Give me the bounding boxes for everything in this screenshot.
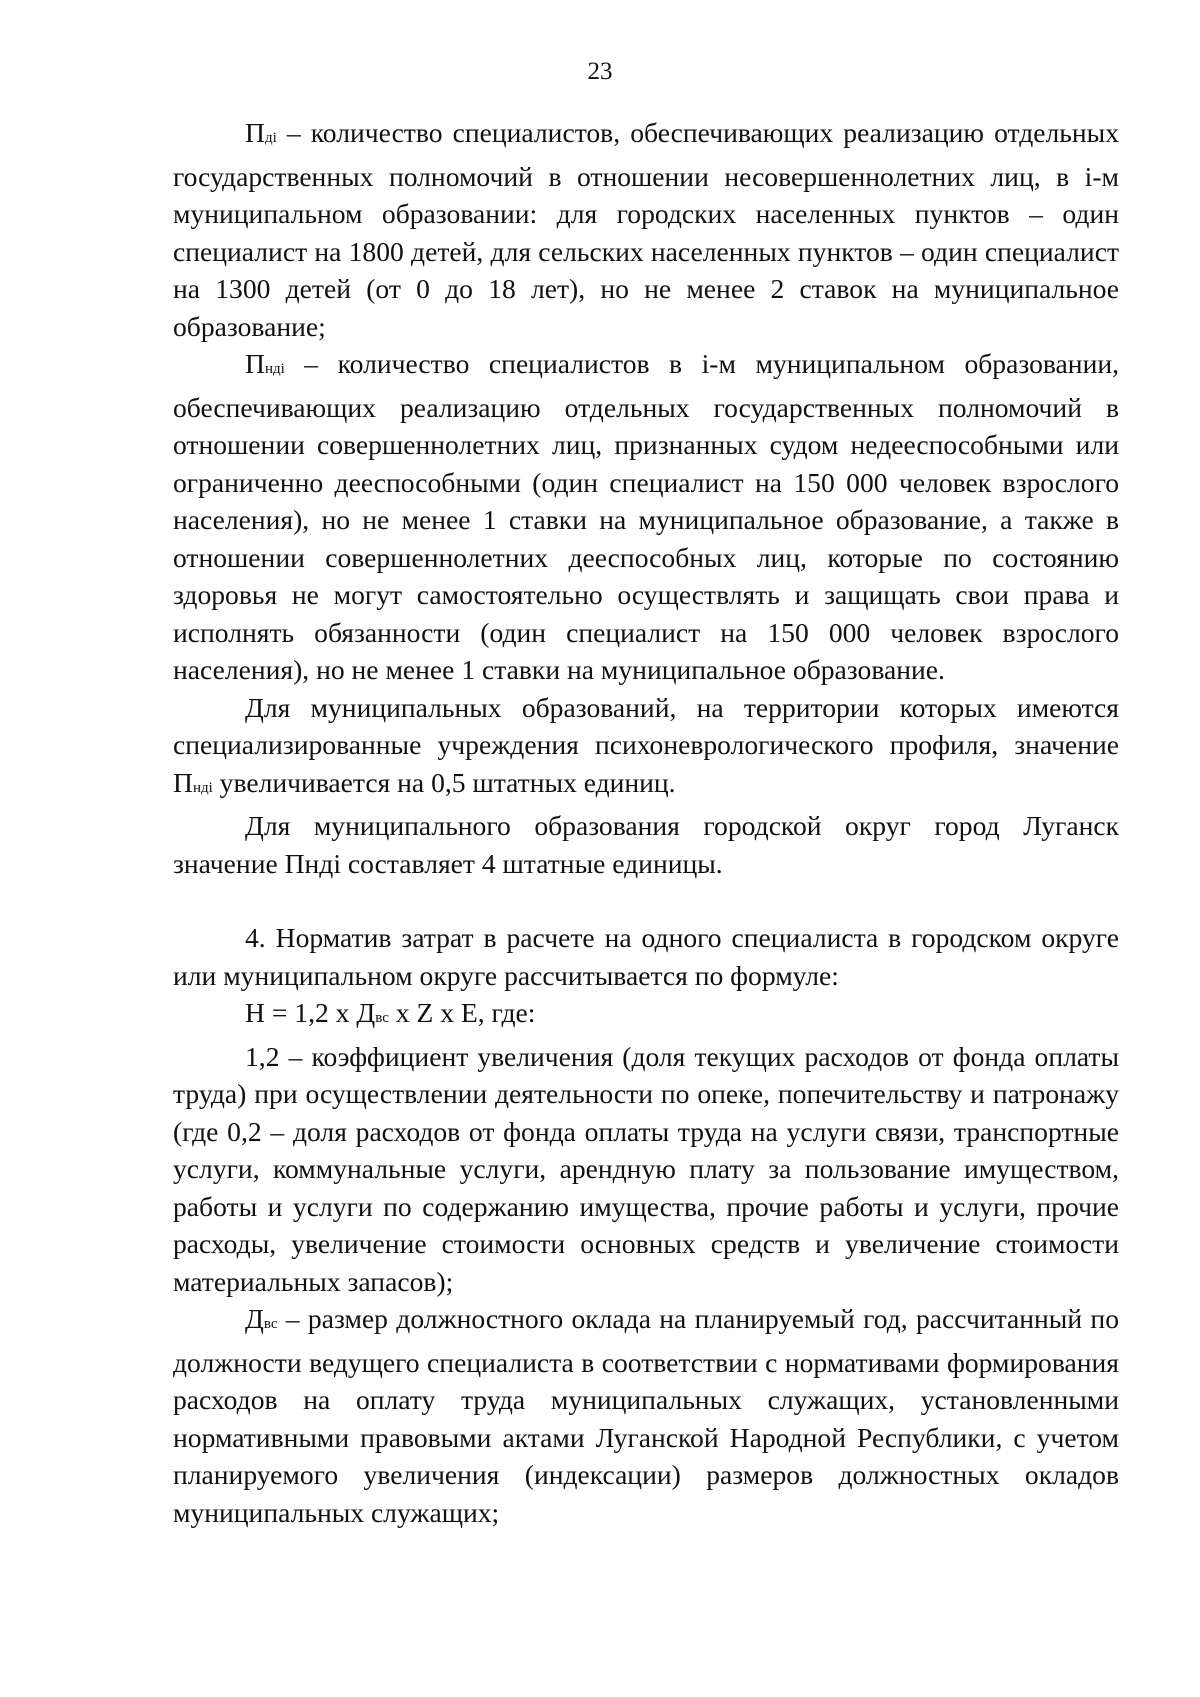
paragraph-text: – размер должностного оклада на планируемый год, рассчитанный по должности ведущего специалиста в соответствии с нормативами формирования расходов на оплату труда муниципальных служащих, установленными нормативными правовыми актами Луганской Народной Республики, с учетом планируемого увеличения (индексации) размеров должностных окладов муниципальных служащих; (173, 1303, 1119, 1528)
subscript-ndi: ндi (264, 361, 285, 377)
document-body (173, 114, 1119, 1531)
symbol-p: П (245, 117, 265, 148)
section-gap (173, 882, 1119, 919)
paragraph-text: Для муниципальных образований, на территории которых имеются специализированные учреждения психоневрологического профиля, значение (173, 691, 1119, 760)
subscript-vs: вс (375, 1010, 389, 1026)
subscript-ndi: ндi (192, 779, 213, 796)
paragraph-coefficient-definition: 1,2 – коэффициент увеличения (доля текущих расходов от фонда оплаты труда) при осуществлении деятельности по опеке, попечительству и патронажу (где 0,2 – доля расходов от фонда оплаты труда на услуги связи, транспортные услуги, коммунальные услуги, арендную плату за пользование имуществом, работы и услуги по содержанию имущества, прочие работы и услуги, прочие расходы, увеличение стоимости основных средств и увеличение стоимости материальных запасов); (173, 1040, 1119, 1297)
symbol-p: П (173, 766, 193, 798)
paragraph-text: – количество специалистов в i-м муниципальном образовании, обеспечивающих реализацию отдельных государственных полномочий в отношении совершеннолетних лиц, признанных судом недееспособными или ограниченно дееспособными (один специалист на 150 000 человек взрослого населения), но не менее 1 ставки на муниципальное образование, а также в отношении совершеннолетних дееспособных лиц, которые по состоянию здоровья не могут самостоятельно осуществлять и защищать свои права и исполнять обязанности (один специалист на 150 000 человек взрослого населения), но не менее 1 ставки на муниципальное образование. (173, 348, 1119, 685)
formula-text: х Z х Е, где: (388, 997, 536, 1028)
paragraph-psychoneuro-increase (173, 689, 1119, 808)
paragraph-lugansk-value: Для муниципального образования городской округ город Луганск значение Пндi составляет 4 штатные единицы. (173, 810, 1119, 879)
symbol-p: П (245, 348, 265, 379)
subscript-vs: вс (263, 1316, 278, 1332)
symbol-d: Д (245, 1303, 264, 1334)
paragraph-pdi-definition (173, 114, 1119, 345)
subscript-di: дi (264, 130, 277, 146)
page-number: 23 (587, 58, 613, 85)
paragraph-text: – количество специалистов, обеспечивающих реализацию отдельных государственных полномочий в отношении несовершеннолетних лиц, в i-м муниципальном образовании: для городских населенных пунктов – один специалист на 1800 детей, для сельских населенных пунктов – один специалист на 1300 детей (от 0 до 18 лет), но не менее 2 ставок на муниципальное образование; (173, 117, 1119, 342)
paragraph-text: увеличивается на 0,5 штатных единиц. (212, 766, 676, 798)
formula-text: Н = 1,2 х Д (245, 997, 376, 1028)
paragraph-dvs-definition (173, 1300, 1119, 1531)
formula-line (173, 994, 1119, 1038)
paragraph-section-4: 4. Норматив затрат в расчете на одного специалиста в городском округе или муниципальном округе рассчитывается по формуле: (173, 922, 1119, 991)
paragraph-pndi-definition (173, 345, 1119, 689)
